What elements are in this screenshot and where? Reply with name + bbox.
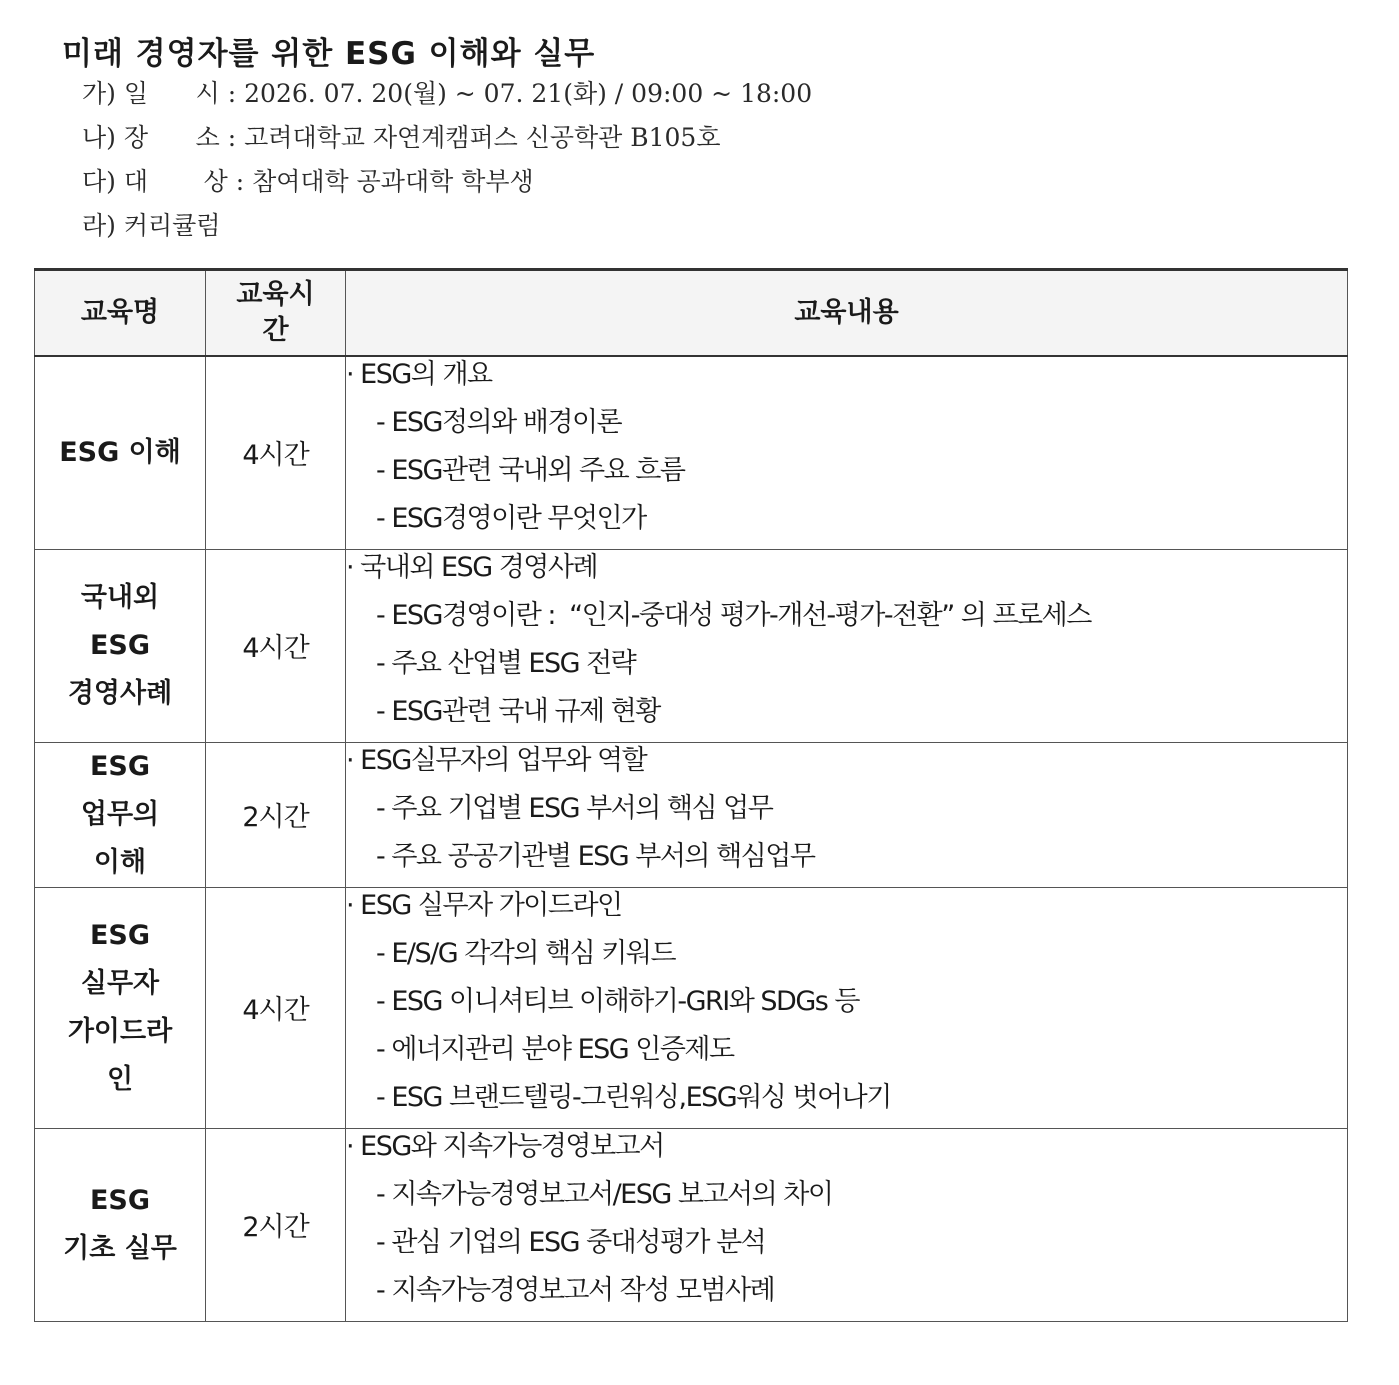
content-item: - ESG 이니셔티브 이해하기-GRI와 SDGs 등 <box>376 985 859 1017</box>
content-item: - 지속가능경영보고서/ESG 보고서의 차이 <box>376 1178 833 1210</box>
content-item: - 지속가능경영보고서 작성 모범사례 <box>376 1274 775 1306</box>
table-header-row <box>35 270 1348 356</box>
content-item: - 주요 산업별 ESG 전략 <box>376 647 636 679</box>
header-content: 교육내용 <box>346 270 1348 356</box>
course-name-cell <box>35 549 206 742</box>
curriculum-table <box>34 268 1348 1322</box>
course-name-line: ESG <box>89 1184 151 1216</box>
content-item: - 주요 공공기관별 ESG 부서의 핵심업무 <box>376 840 815 872</box>
course-name-line: 기초 실무 <box>63 1232 177 1264</box>
course-content-cell <box>346 887 1348 1128</box>
content-heading: · ESG의 개요 <box>346 358 492 390</box>
document-title: 미래 경영자를 위한 ESG 이해와 실무 <box>62 36 596 72</box>
course-name-line: 실무자 <box>80 967 160 999</box>
info-row-curriculum <box>82 208 812 252</box>
info-label: 가) 일 시 : <box>82 79 245 108</box>
info-row-place <box>82 120 812 164</box>
content-item: - E/S/G 각각의 핵심 키워드 <box>376 937 676 969</box>
content-item: - ESG정의와 배경이론 <box>376 406 622 438</box>
header-hours-line: 교육시 <box>236 278 315 310</box>
course-name-line: ESG <box>89 750 151 782</box>
table-row <box>35 1128 1348 1321</box>
course-name-line: 인 <box>106 1063 134 1095</box>
course-name-line: 업무의 <box>80 798 160 830</box>
course-name-cell <box>35 356 206 550</box>
course-name-cell <box>35 742 206 887</box>
course-hours-cell: 4시간 <box>206 549 346 742</box>
course-content-cell <box>346 549 1348 742</box>
course-name-line: 이해 <box>93 846 147 878</box>
info-value: 고려대학교 자연계캠퍼스 신공학관 B105호 <box>244 123 721 152</box>
info-label: 다) 대 상 : <box>82 167 253 196</box>
course-hours-cell: 2시간 <box>206 1128 346 1321</box>
course-name-cell <box>35 887 206 1128</box>
info-label: 라) <box>82 211 124 240</box>
info-value: 커리큘럼 <box>123 211 221 240</box>
content-heading: · 국내외 ESG 경영사례 <box>346 551 598 583</box>
content-item: - ESG경영이란 무엇인가 <box>376 502 646 534</box>
curriculum-body <box>35 356 1348 1322</box>
course-name-line: 경영사례 <box>67 677 173 709</box>
content-heading: · ESG와 지속가능경영보고서 <box>346 1130 664 1162</box>
content-item: - 관심 기업의 ESG 중대성평가 분석 <box>376 1226 766 1258</box>
course-content-cell <box>346 1128 1348 1321</box>
info-row-date <box>82 76 812 120</box>
course-name-line: ESG <box>89 629 151 661</box>
course-content-cell <box>346 742 1348 887</box>
course-content-cell <box>346 356 1348 550</box>
table-row <box>35 356 1348 550</box>
info-list <box>82 76 812 252</box>
course-name-line: ESG <box>89 919 151 951</box>
course-name-line: 국내외 <box>80 581 160 613</box>
course-hours-cell: 2시간 <box>206 742 346 887</box>
course-hours-cell: 4시간 <box>206 887 346 1128</box>
header-course-name: 교육명 <box>35 270 206 356</box>
table-row <box>35 887 1348 1128</box>
course-name-line: 가이드라 <box>67 1015 173 1047</box>
content-item: - ESG관련 국내외 주요 흐름 <box>376 454 685 486</box>
info-row-target <box>82 164 812 208</box>
content-item: - ESG 브랜드텔링-그린워싱,ESG워싱 벗어나기 <box>376 1081 891 1113</box>
table-row <box>35 549 1348 742</box>
content-item: - 주요 기업별 ESG 부서의 핵심 업무 <box>376 792 773 824</box>
info-label: 나) 장 소 : <box>82 123 245 152</box>
header-hours-line: 간 <box>262 314 289 346</box>
table-row <box>35 742 1348 887</box>
content-heading: · ESG 실무자 가이드라인 <box>346 889 622 921</box>
course-name-cell <box>35 1128 206 1321</box>
course-name-line: ESG 이해 <box>59 436 181 468</box>
header-hours <box>206 270 346 356</box>
content-item: - ESG경영이란 : “인지-중대성 평가-개선-평가-전환” 의 프로세스 <box>376 599 1091 631</box>
info-value: 2026. 07. 20(월) ~ 07. 21(화) / 09:00 ~ 18:00 <box>244 79 813 108</box>
content-item: - 에너지관리 분야 ESG 인증제도 <box>376 1033 734 1065</box>
content-item: - ESG관련 국내 규제 현황 <box>376 695 660 727</box>
content-heading: · ESG실무자의 업무와 역할 <box>346 744 647 776</box>
info-value: 참여대학 공과대학 학부생 <box>252 167 534 196</box>
course-hours-cell: 4시간 <box>206 356 346 550</box>
